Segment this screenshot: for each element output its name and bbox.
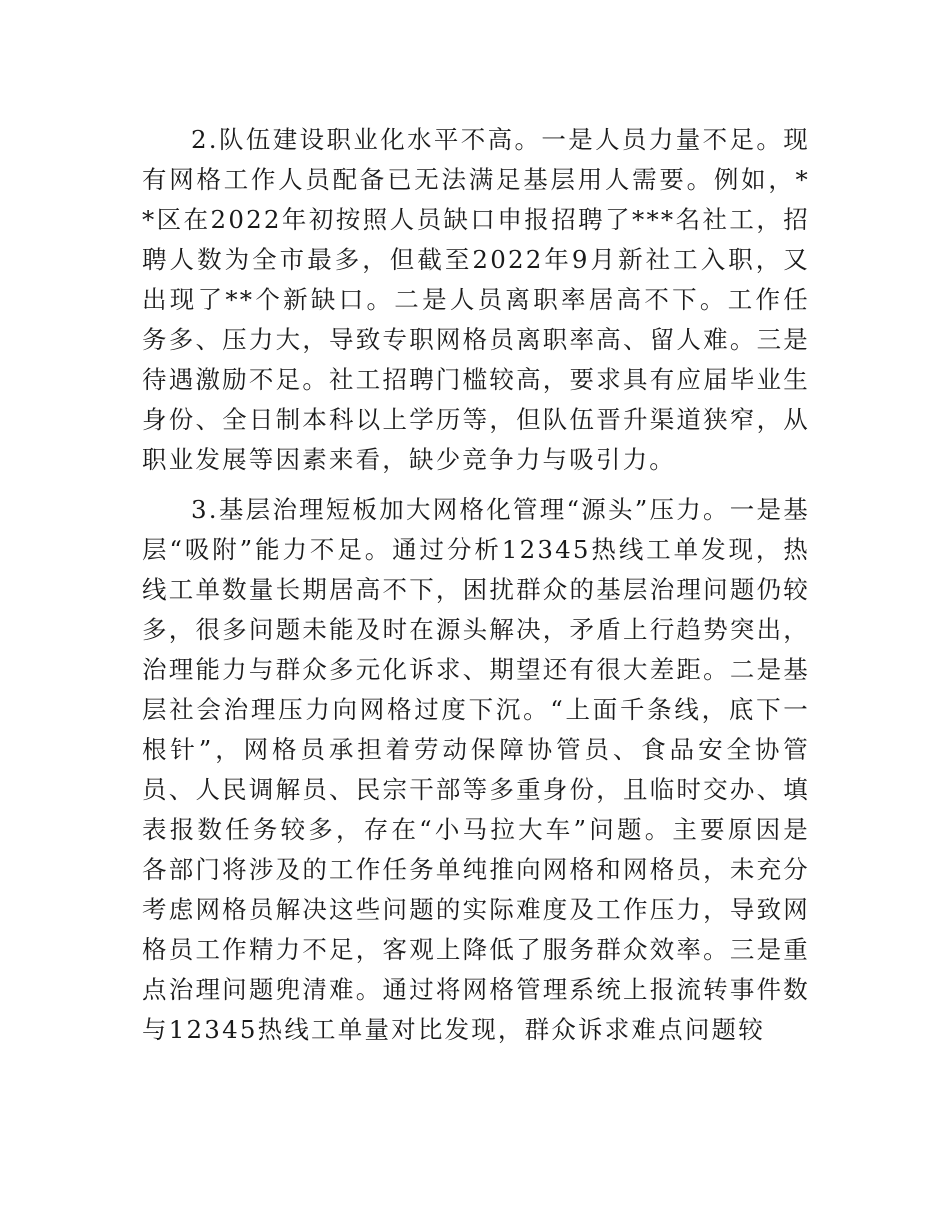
paragraph-team-building: 2.队伍建设职业化水平不高。一是人员力量不足。现有网格工作人员配备已无法满足基层用人需要。例如，**区在2022年初按照人员缺口申报招聘了***名社工，招聘人数为全市最多，但截至2022年9月新社工入职，又出现了**个新缺口。二是人员离职率居高不下。工作任务多、压力大，导致专职网格员离职率高、留人难。三是待遇激励不足。社工招聘门槛较高，要求具有应届毕业生身份、全日制本科以上学历等，但队伍晋升渠道狭窄，从职业发展等因素来看，缺少竞争力与吸引力。	[142, 125, 810, 474]
paragraph-grassroots-governance: 3.基层治理短板加大网格化管理“源头”压力。一是基层“吸附”能力不足。通过分析12345热线工单发现，热线工单数量长期居高不下，困扰群众的基层治理问题仍较多，很多问题未能及时在源头解决，矛盾上行趋势突出，治理能力与群众多元化诉求、期望还有很大差距。二是基层社会治理压力向网格过度下沉。“上面千条线，底下一根针”，网格员承担着劳动保障协管员、食品安全协管员、人民调解员、民宗干部等多重身份，且临时交办、填表报数任务较多，存在“小马拉大车”问题。主要原因是各部门将涉及的工作任务单纯推向网格和网格员，未充分考虑网格员解决这些问题的实际难度及工作压力，导致网格员工作精力不足，客观上降低了服务群众效率。三是重点治理问题兜清难。通过将网格管理系统上报流转事件数与12345热线工单量对比发现，群众诉求难点问题较	[142, 495, 810, 1044]
document-body	[142, 120, 810, 1050]
